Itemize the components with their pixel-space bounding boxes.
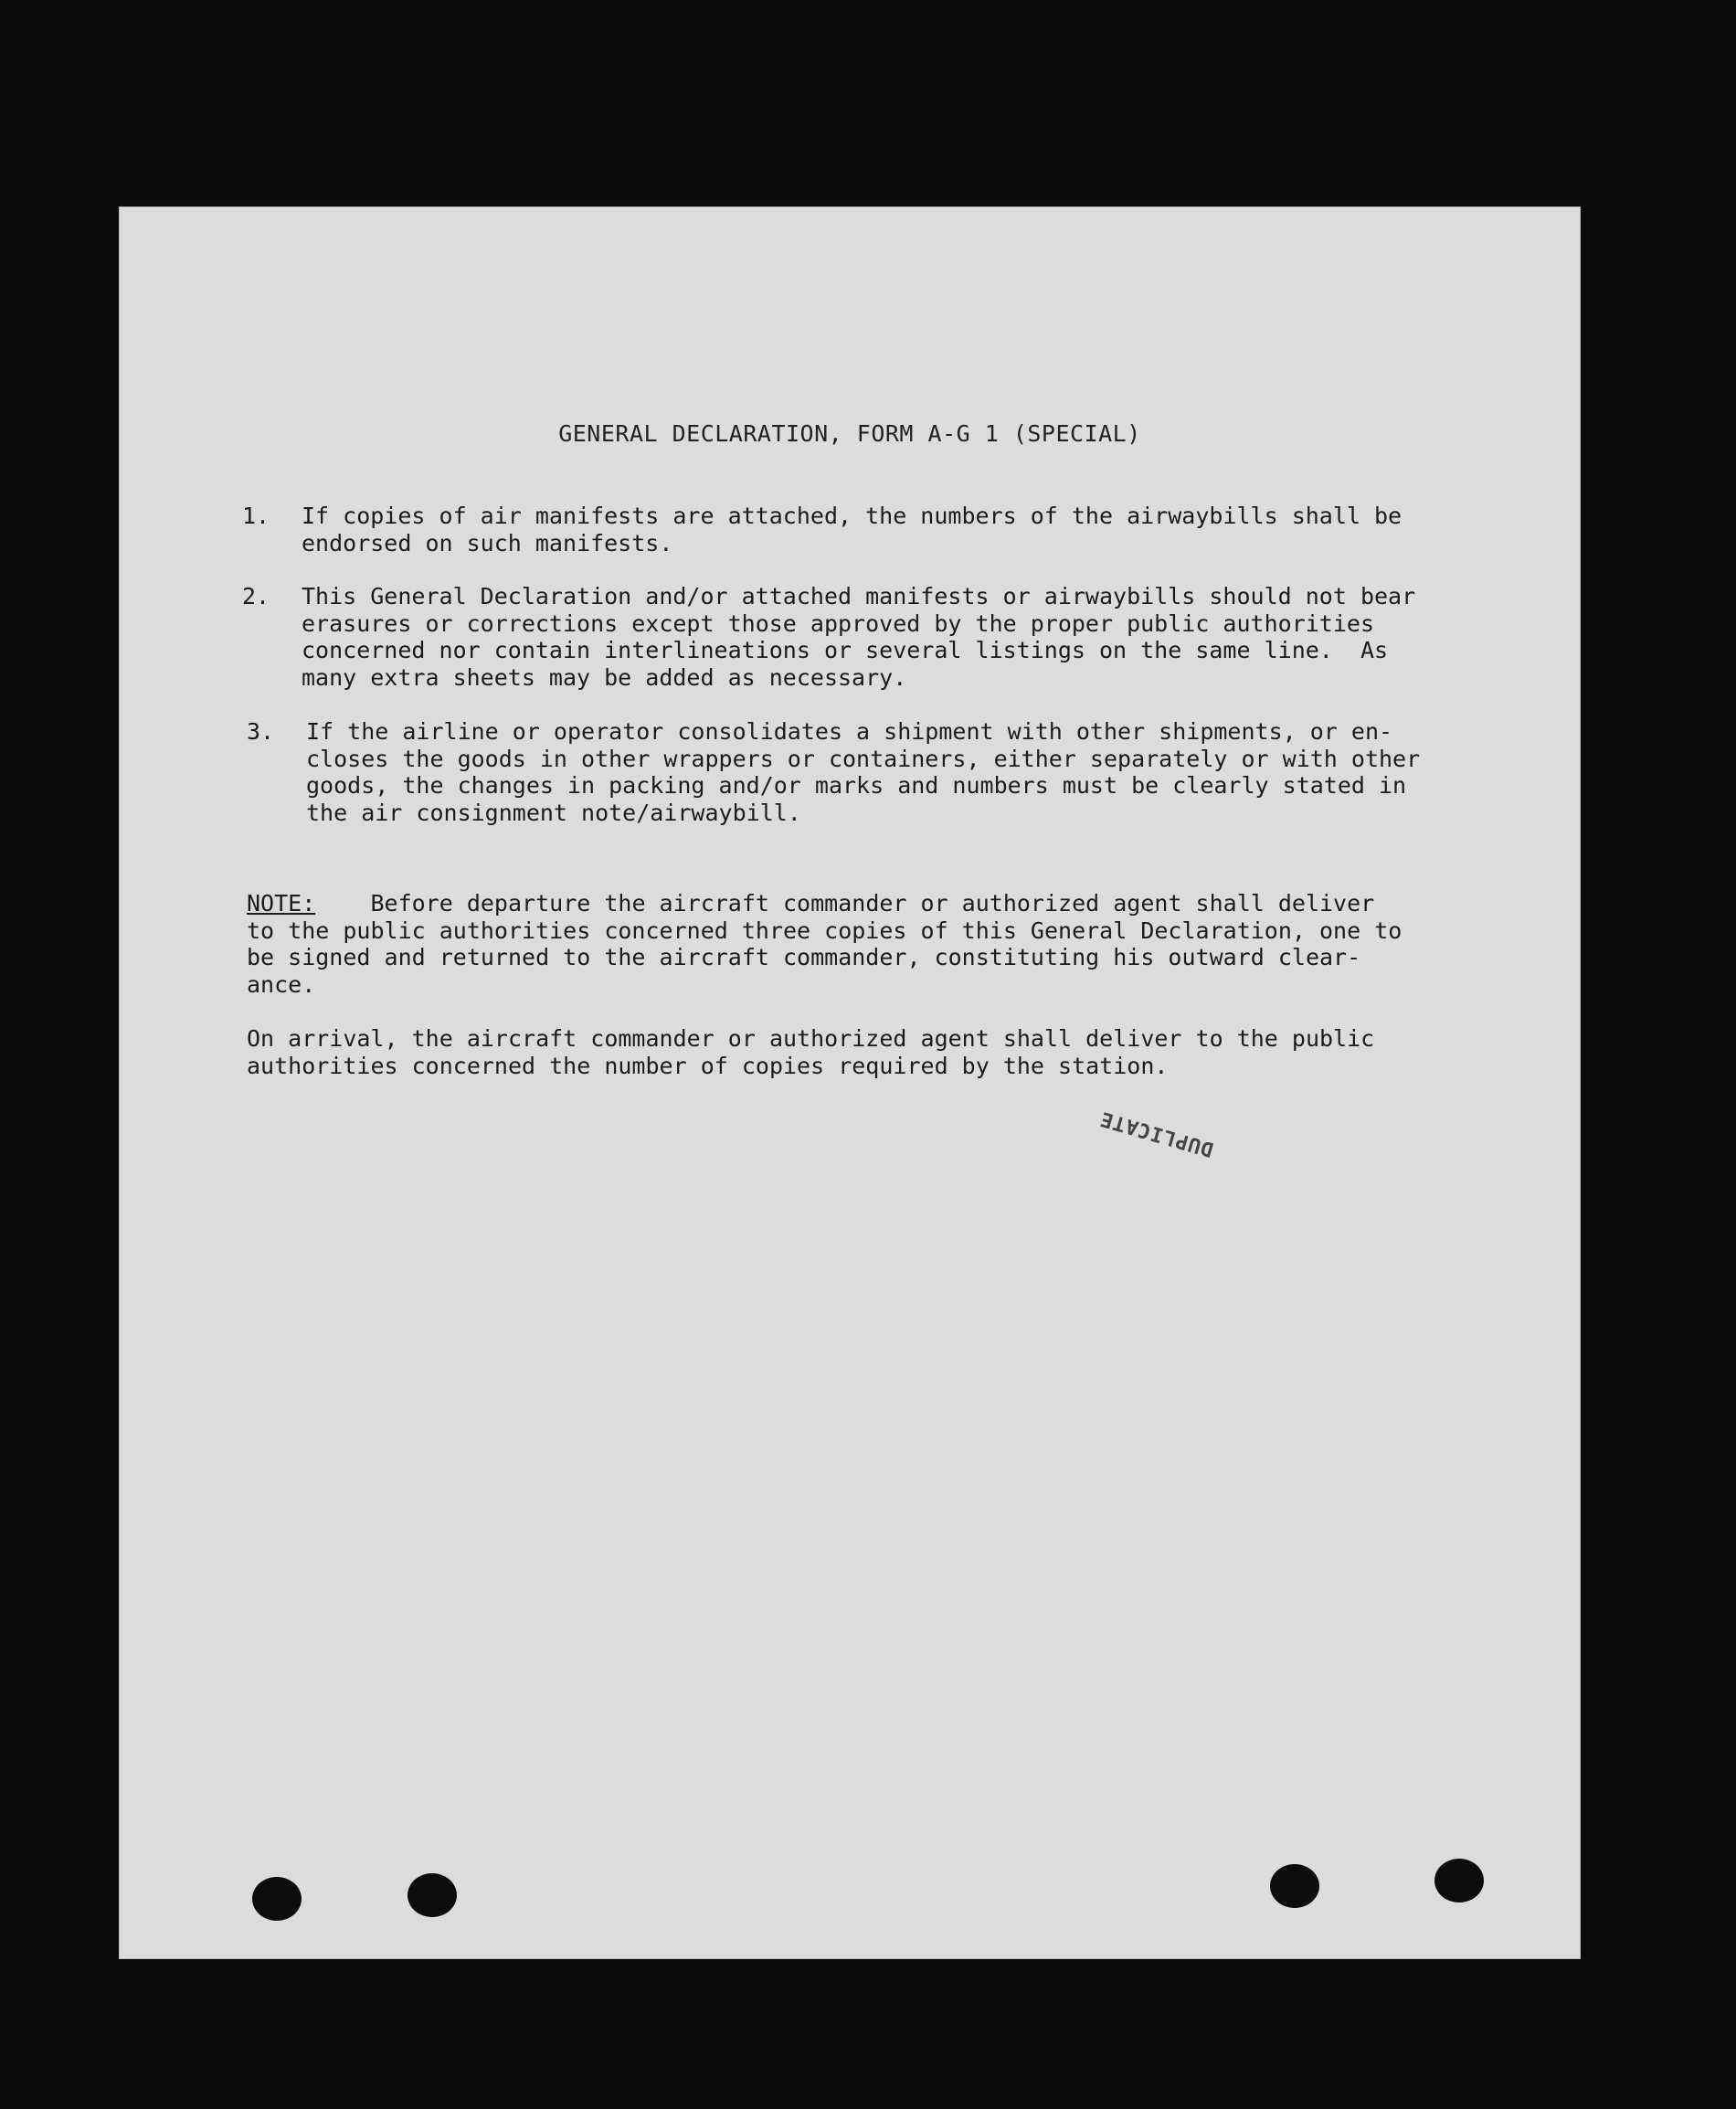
item-text: This General Declaration and/or attached manifests or airwaybills should not bear erasures or corrections except those approved by the proper public authorities concerned nor contain interlineations or several listings on the same line. As many extra sheets may be added as necessary.: [302, 583, 1416, 691]
list-item-1: [242, 503, 1430, 557]
duplicate-stamp: DUPLICATE: [1097, 1106, 1217, 1161]
item-number: 3.: [247, 718, 275, 745]
document-page: [119, 207, 1581, 1959]
item-number: 2.: [242, 583, 270, 609]
item-text: If the airline or operator consolidates a shipment with other shipments, or en- closes the goods in other wrappers or containers, either separately or with other goods, the changes in packing and/or marks and numbers must be clearly stated in the air consignment note/airwaybill.: [306, 718, 1421, 826]
punch-hole: [1434, 1859, 1484, 1902]
list-item-2: [242, 583, 1430, 693]
item-text: If copies of air manifests are attached, the numbers of the airwaybills shall be endorsed on such manifests.: [302, 503, 1403, 556]
arrival-paragraph: On arrival, the aircraft commander or authorized agent shall deliver to the public authorities concerned the number of copies required by the station.: [247, 1025, 1375, 1079]
punch-hole: [1270, 1864, 1319, 1908]
punch-hole: [408, 1873, 457, 1917]
document-title: GENERAL DECLARATION, FORM A-G 1 (SPECIAL): [558, 420, 1141, 447]
note-label: NOTE:: [247, 890, 316, 917]
punch-hole: [252, 1877, 302, 1921]
note-paragraph: [247, 890, 1462, 998]
note-text: Before departure the aircraft commander or authorized agent shall deliver to the public authorities concerned three copies of this General Declaration, one to be signed and returned to the aircraft commander, constituting his outward clear- ance.: [247, 890, 1403, 998]
item-number: 1.: [242, 503, 270, 529]
list-item-3: [247, 718, 1434, 828]
